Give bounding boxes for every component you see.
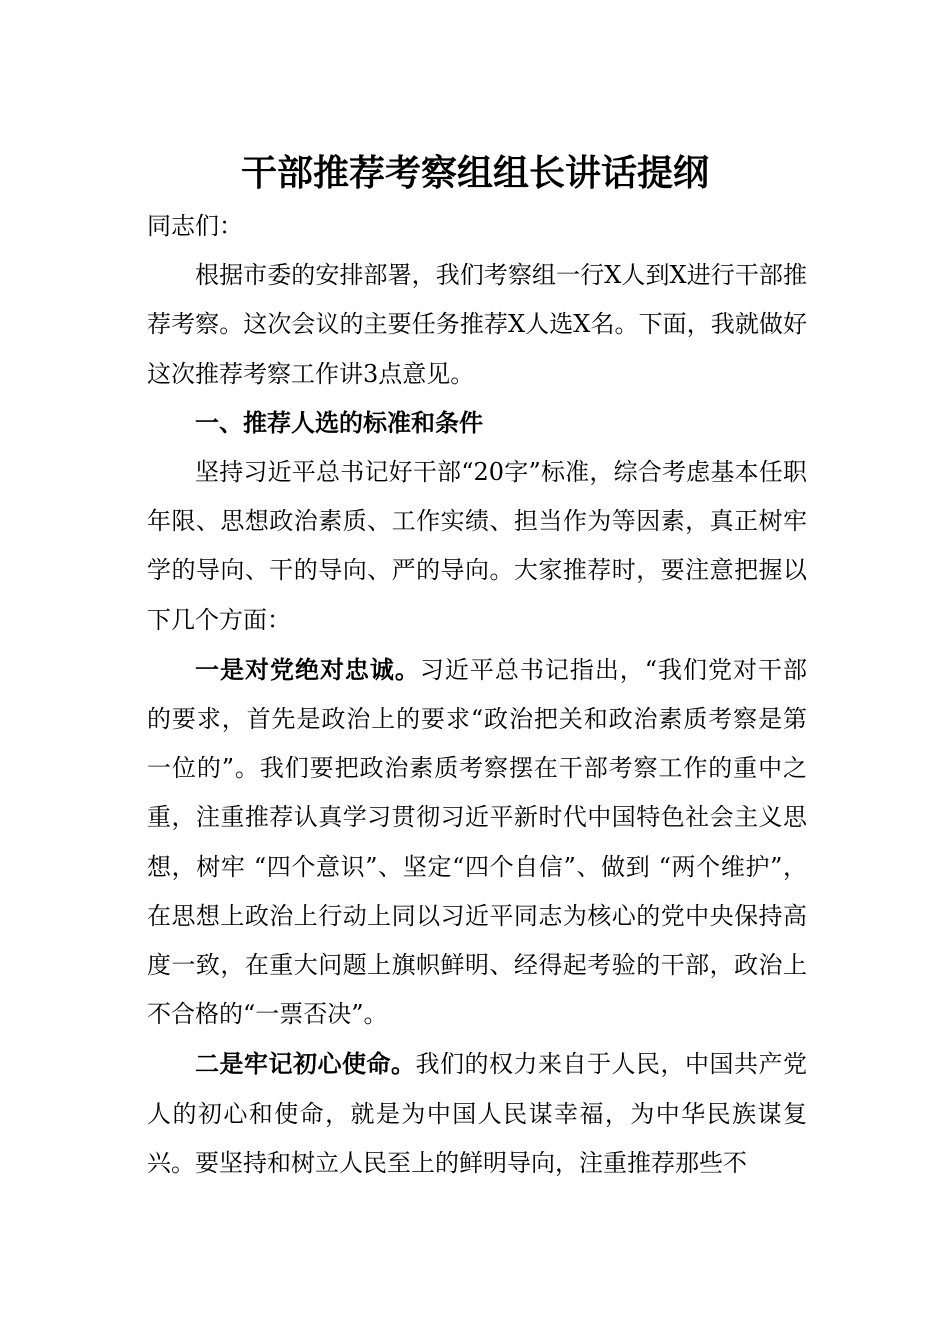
- document-body: [147, 202, 807, 1188]
- point1-lead: 一是对党绝对忠诚。: [195, 654, 420, 684]
- intro-paragraph: 根据市委的安排部署，我们考察组一行X人到X进行干部推荐考察。这次会议的主要任务推荐X人选X名。下面，我就做好这次推荐考察工作讲3点意见。: [147, 261, 807, 388]
- salutation: 同志们：: [147, 212, 243, 240]
- point1-text: 习近平总书记指出，“我们党对干部的要求，首先是政治上的要求“政治把关和政治素质考察是第一位的”。我们要把政治素质考察摆在干部考察工作的重中之重，注重推荐认真学习贯彻习近平新时代中国特色社会主义思想，树牢 “四个意识”、坚定“四个自信”、做到 “两个维护”，在思想上政治上行动上同以习近平同志为核心的党中央保持高度一致，在重大问题上旗帜鲜明、经得起考验的干部，政治上不合格的“一票否决”。: [147, 655, 807, 1029]
- section1-paragraph: 坚持习近平总书记好干部“20字”标准，综合考虑基本任职年限、思想政治素质、工作实绩、担当作为等因素，真正树牢学的导向、干的导向、严的导向。大家推荐时，要注意把握以下几个方面：: [147, 458, 807, 634]
- document-title: 干部推荐考察组组长讲话提纲: [240, 153, 709, 194]
- section-heading-1: 一、推荐人选的标准和条件: [195, 408, 483, 437]
- point2-lead: 二是牢记初心使命。: [195, 1049, 416, 1079]
- point2-text: 我们的权力来自于人民，中国共产党人的初心和使命，就是为中国人民谋幸福，为中华民族谋复兴。要坚持和树立人民至上的鲜明导向，注重推荐那些不: [147, 1050, 807, 1177]
- point1-paragraph: [147, 645, 807, 1040]
- point2-paragraph: [147, 1039, 807, 1188]
